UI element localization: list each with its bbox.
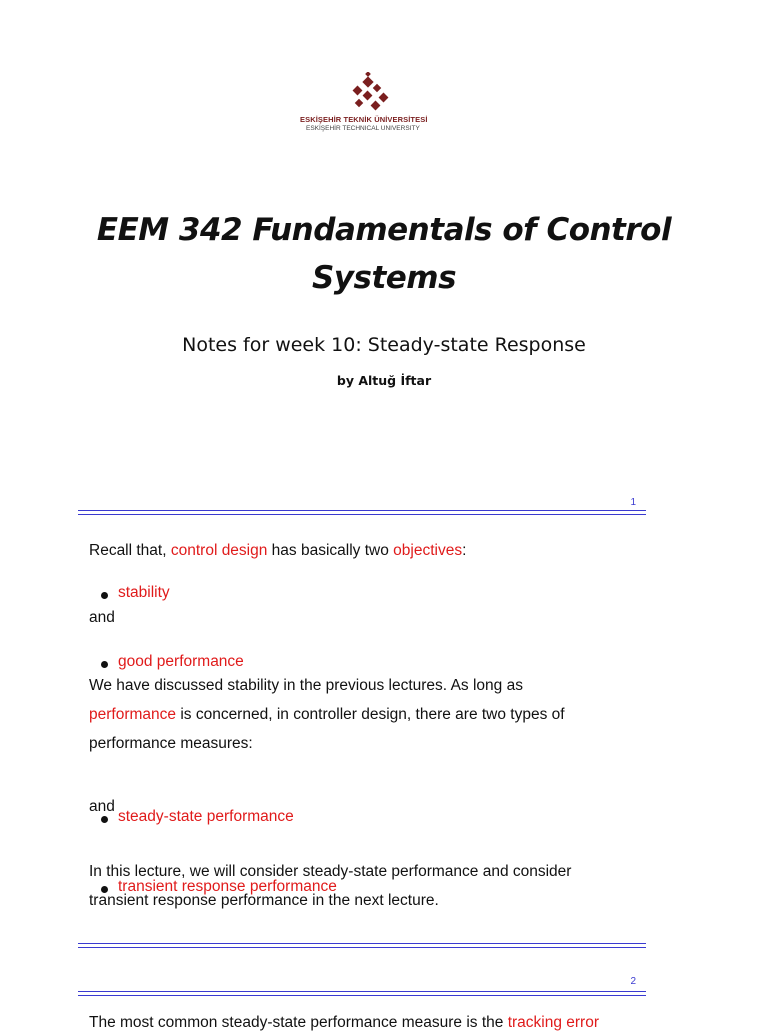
bullet-item-good-performance	[89, 653, 678, 671]
bullet-label: transient response performance	[118, 878, 337, 895]
intro-text-3: :	[462, 542, 467, 559]
paragraph-line-2-text: is concerned, in controller design, there are two types of	[176, 706, 565, 723]
document-subtitle: Notes for week 10: Steady-state Response	[182, 334, 586, 356]
intro-highlight-objectives: objectives	[393, 542, 463, 559]
slide-2-text: The most common steady-state performance measure is the	[89, 1014, 508, 1031]
paragraph-line-3: performance measures:	[89, 735, 253, 752]
performance-paragraph	[89, 671, 649, 758]
university-logo	[292, 72, 452, 142]
bullet-label: steady-state performance	[118, 808, 294, 825]
highlight-tracking-error: tracking error	[507, 1014, 599, 1031]
bullet-label: stability	[118, 584, 170, 601]
intro-highlight-control-design: control design	[170, 542, 268, 559]
bullet-label: good performance	[118, 653, 244, 670]
slide-2-intro	[89, 1014, 649, 1032]
slide-1-intro	[89, 542, 649, 560]
paragraph-line-1: In this lecture, we will consider steady-state performance and consider	[89, 863, 572, 880]
lecture-scope-paragraph	[89, 857, 649, 915]
university-emblem-icon	[292, 72, 452, 116]
title-line-1: EEM 342 Fundamentals of Control	[96, 212, 672, 248]
slide-1-page-number: 1	[630, 497, 636, 508]
bullet-dot-icon	[101, 816, 108, 823]
title-line-2: Systems	[311, 260, 457, 296]
slide-1-bottom-rule	[78, 943, 646, 948]
connector-and-1: and	[89, 609, 115, 626]
slide-2-page-number: 2	[630, 976, 636, 987]
intro-text-2: has basically two	[267, 542, 394, 559]
bullet-dot-icon	[101, 592, 108, 599]
logo-university-name-tr: ESKİŞEHİR TEKNİK ÜNİVERSİTESİ	[300, 115, 428, 124]
document-author: by Altuğ İftar	[336, 373, 432, 388]
highlight-performance: performance	[89, 706, 177, 723]
paragraph-line-2: transient response performance in the next lecture.	[89, 892, 439, 909]
paragraph-line-2	[89, 700, 649, 729]
logo-university-name-en: ESKİŞEHİR TECHNICAL UNIVERSITY	[306, 125, 420, 132]
slide-2-top-rule	[78, 991, 646, 996]
connector-and-2: and	[89, 798, 115, 815]
intro-text-1: Recall that,	[89, 542, 171, 559]
document-title	[0, 206, 768, 302]
paragraph-line-1: We have discussed stability in the previous lectures. As long as	[89, 677, 523, 694]
bullet-item-stability	[89, 584, 678, 602]
bullet-dot-icon	[101, 661, 108, 668]
slide-1-top-rule	[78, 510, 646, 515]
